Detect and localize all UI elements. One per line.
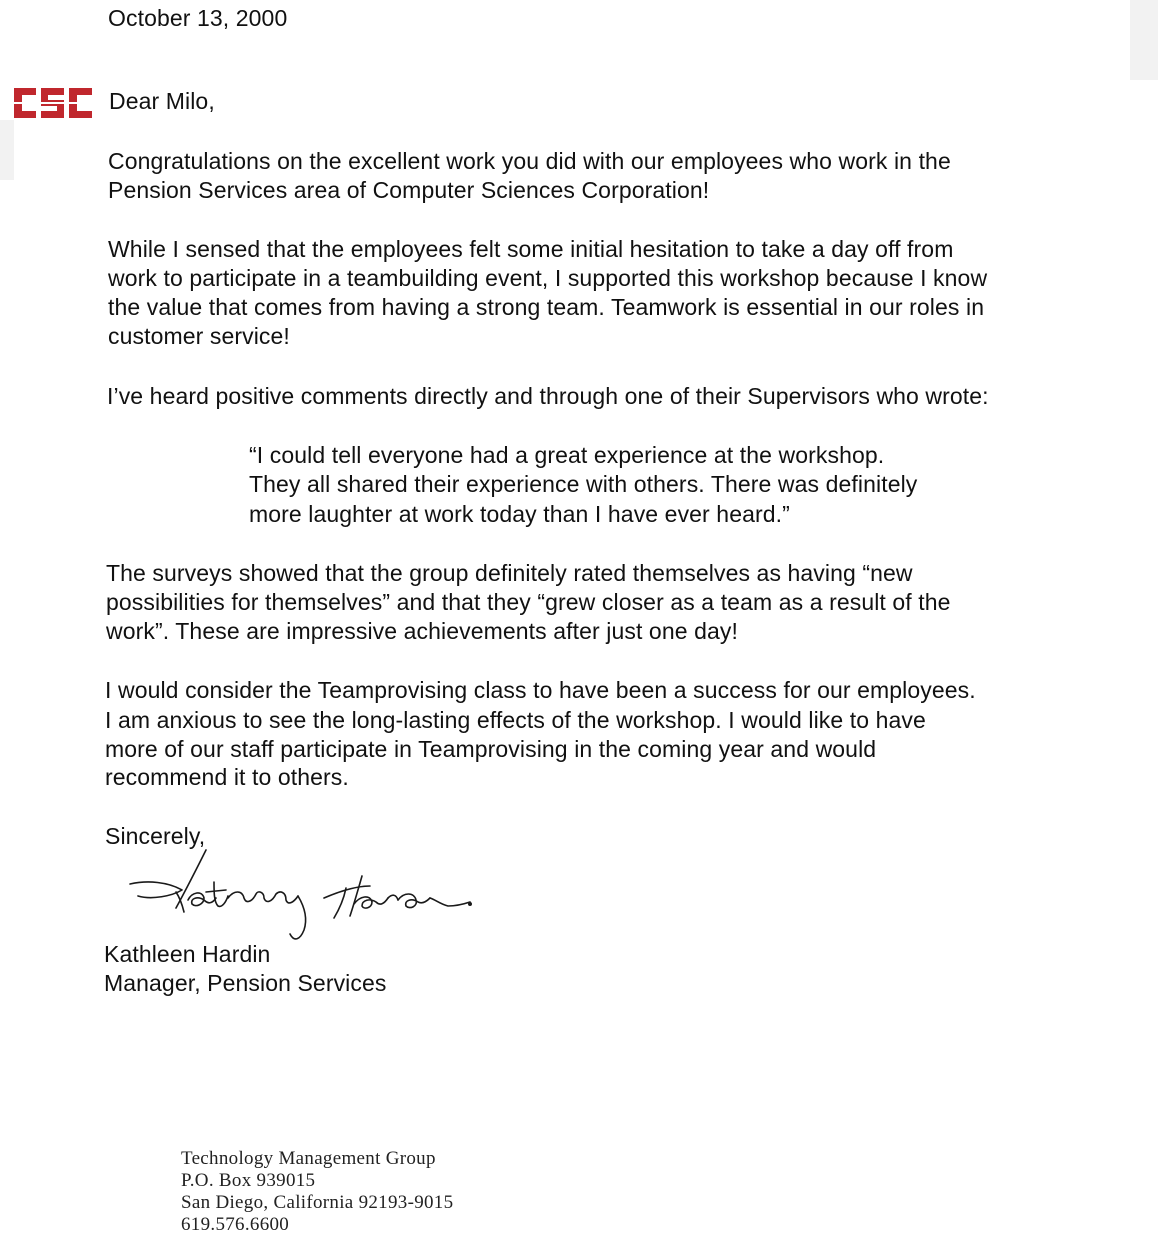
scan-artifact [0,120,14,180]
paragraph2-line: customer service! [108,323,290,349]
footer-city-state: San Diego, California 92193-9015 [181,1192,454,1213]
paragraph2-line: While I sensed that the employees felt some initial hesitation to take a day off from [108,236,954,262]
signer-name: Kathleen Hardin [104,941,271,967]
quote-line: “I could tell everyone had a great experience at the workshop. [249,442,885,468]
paragraph5-line: recommend it to others. [105,764,349,790]
paragraph4-line: possibilities for themselves” and that they “grew closer as a team as a result of the [106,589,951,615]
letter-date: October 13, 2000 [108,5,288,31]
paragraph3-line: I’ve heard positive comments directly and through one of their Supervisors who wrote: [107,383,989,409]
paragraph5-line: I would consider the Teamprovising class to have been a success for our employees. [105,677,976,703]
scan-artifact [1130,0,1158,80]
quote-line: They all shared their experience with others. There was definitely [249,471,918,497]
signer-title: Manager, Pension Services [104,970,387,996]
paragraph5-line: more of our staff participate in Teamprovising in the coming year and would [105,736,877,762]
salutation: Dear Milo, [109,88,215,114]
paragraph2-line: work to participate in a teambuilding event, I supported this workshop because I know [108,265,988,291]
paragraph1-line: Congratulations on the excellent work you did with our employees who work in the [108,148,951,174]
handwritten-signature [118,846,508,946]
paragraph5-line: I am anxious to see the long-lasting effects of the workshop. I would like to have [105,707,926,733]
paragraph1-line: Pension Services area of Computer Sciences Corporation! [108,177,710,203]
paragraph4-line: work”. These are impressive achievements after just one day! [106,618,738,644]
closing: Sincerely, [105,823,206,849]
csc-logo-icon [12,84,94,122]
paragraph4-line: The surveys showed that the group definitely rated themselves as having “new [106,560,913,586]
quote-line: more laughter at work today than I have ever heard.” [249,501,790,527]
footer-phone: 619.576.6600 [181,1214,290,1235]
footer-company: Technology Management Group [181,1148,436,1169]
footer-po-box: P.O. Box 939015 [181,1170,316,1191]
paragraph2-line: the value that comes from having a strong team. Teamwork is essential in our roles in [108,294,985,320]
